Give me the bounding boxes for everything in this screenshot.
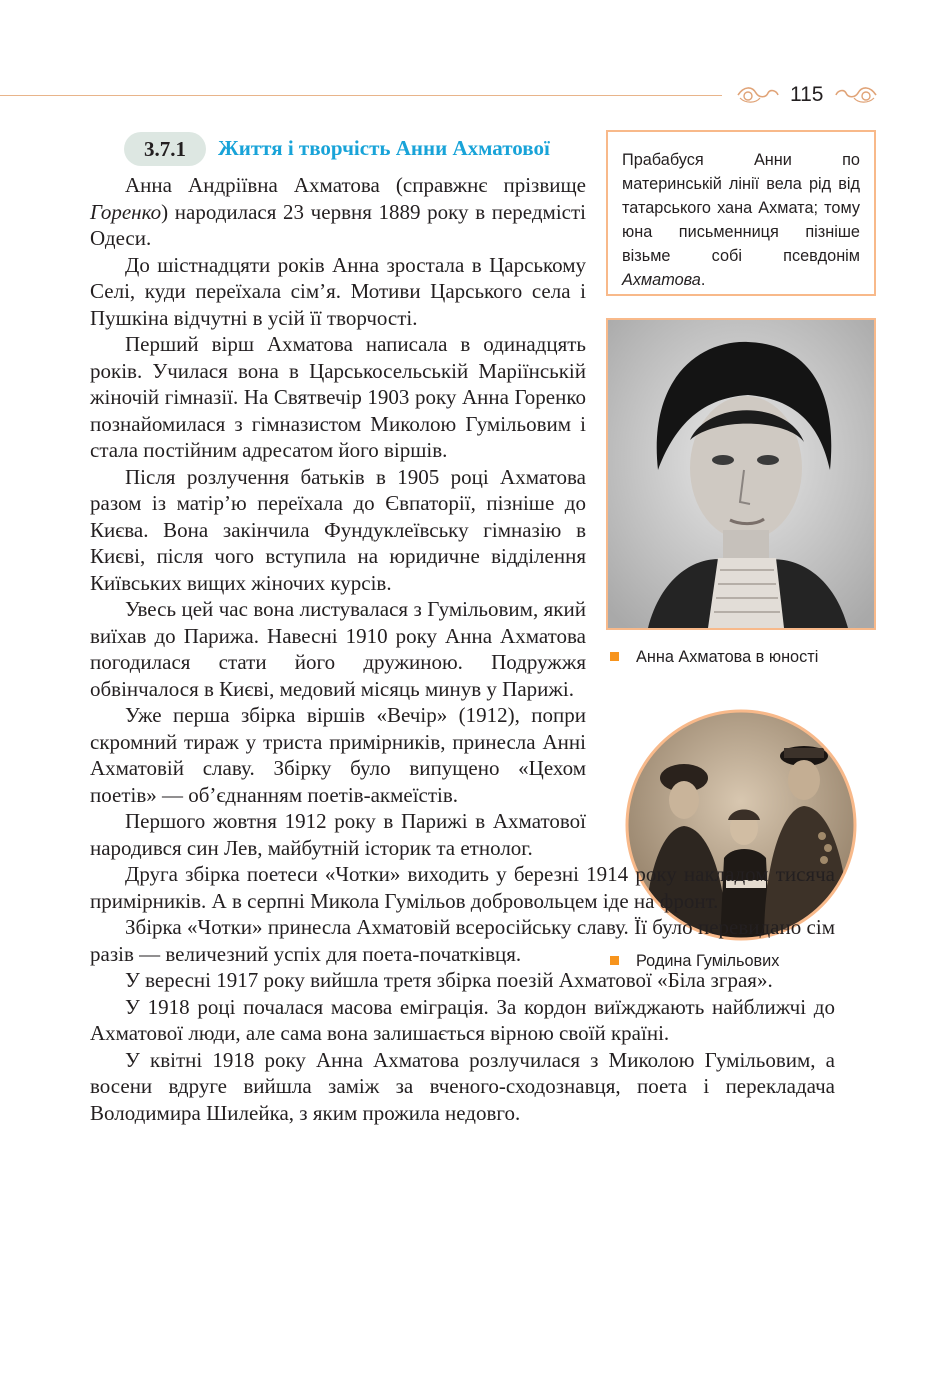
paragraph: У 1918 році почалася масова еміграція. За кордон виїжджають найближчі до Ахматової люди, але сама вона залишається вірною своїй країні. bbox=[90, 994, 835, 1045]
section-number-badge: 3.7.1 bbox=[124, 132, 206, 166]
page-number: 115 bbox=[790, 83, 824, 106]
paragraph: У квітні 1918 року Анна Ахматова розлучилася з Миколою Гумільовим, а восени вдруге вийшла заміж за вченого-сходознавця, поета і перекладача Володимира Шилейка, з яким прожила недовго. bbox=[90, 1047, 835, 1125]
section-title: Життя і творчість Анни Ахматової bbox=[218, 136, 550, 160]
paragraph: Збірка «Чотки» принесла Ахматовій всеросійську славу. Її було перевидано сім разів — величезний успіх для поета-початківця. bbox=[90, 915, 835, 966]
paragraph: Уже перша збірка віршів «Вечір» (1912), попри скромний тираж у триста примірників, принесла Анні Ахматовій славу. Збірку було випущено «Цехом поетів» — об’єднанням поетів-акмеїстів. bbox=[90, 703, 586, 807]
note-emphasis: Ахматова bbox=[622, 271, 701, 289]
paragraph: Анна Андріївна Ахматова (справжнє прізвище Горенко) народилася 23 червня 1889 року в передмісті Одеси. bbox=[90, 173, 586, 250]
caption-text: Родина Гумільових bbox=[636, 952, 780, 970]
header-rule bbox=[0, 95, 722, 96]
caption-text: Анна Ахматова в юності bbox=[636, 648, 819, 666]
left-ornament-icon bbox=[736, 84, 780, 106]
note-text: Прабабуся Анни по материнській лінії вела рід від татарського хана Ахмата; тому юна письменниця пізніше візьме собі псевдонім bbox=[622, 151, 860, 265]
paragraph: Першого жовтня 1912 року в Парижі в Ахматової народився син Лев, майбутній історик та етнолог. bbox=[90, 809, 586, 860]
paragraph: У вересні 1917 року вийшла третя збірка поезій Ахматової «Біла зграя». bbox=[125, 968, 773, 992]
paragraph: Увесь цей час вона листувалася з Гумільовим, який виїхав до Парижа. Навесні 1910 року Анна Ахматова погодилася стати його дружиною. Подружжя обвінчалося в Києві, медовий місяць минув у Парижі. bbox=[90, 597, 586, 701]
paragraph: До шістнадцяти років Анна зростала в Царському Селі, куди переїхала сім’я. Мотиви Царського села і Пушкіна відчутні в усій її творчості. bbox=[90, 252, 586, 330]
surname-emphasis: Горенко bbox=[90, 199, 162, 224]
right-ornament-icon bbox=[834, 84, 878, 106]
paragraph: Друга збірка поетеси «Чотки» виходить у березні 1914 року накладом тисяча примірників. А в серпні Микола Гумільов добровольцем іде на фронт. bbox=[90, 862, 835, 913]
paragraph: Перший вірш Ахматова написала в одинадцять років. Училася вона в Царськосельській Маріїнській жіночій гімназії. На Святвечір 1903 року Анна Горенко познайомилася з гімназистом Миколою Гумільовим і стала постійним адресатом його віршів. bbox=[90, 332, 586, 462]
note-end: . bbox=[700, 271, 706, 289]
paragraph: Після розлучення батьків в 1905 році Ахматова разом із матір’ю переїхала до Євпаторії, пізніше до Києва. Вона закінчила Фундуклеївську гімназію в Києві, після чого вступила на юридичне відділення Київських вищих жіночих курсів. bbox=[90, 464, 586, 595]
main-text bbox=[90, 172, 835, 1126]
